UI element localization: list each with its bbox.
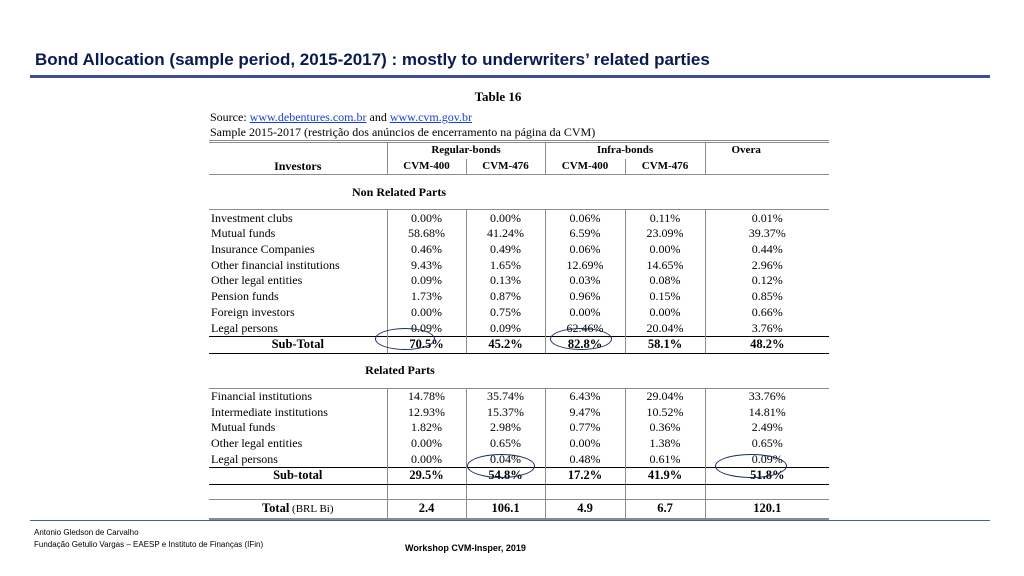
value-cell: 58.1% [625,336,705,353]
value-cell: 0.00% [545,305,625,321]
value-cell: 39.37% [705,226,829,242]
value-cell: 0.09% [387,320,466,336]
table-row-label: Intermediate institutions [211,404,328,419]
subtotal-row-label: Sub-Total [209,336,387,353]
footer-institution: Fundação Getulio Vargas – EAESP e Instituto de Finanças (IFin) [34,540,264,549]
value-cell: 0.12% [705,273,829,289]
table-row [209,436,829,452]
value-cell: 82.8% [545,336,625,353]
footer-rule [30,520,990,521]
table-row-label: Investment clubs [211,210,293,225]
value-cell: 41.24% [466,226,545,242]
value-cell: 0.48% [545,451,625,467]
table-row-label: Legal persons [211,320,278,335]
blank-cell [387,484,466,499]
investors-header: Investors [274,159,322,174]
table-row [209,289,829,305]
source-prefix: Source: [210,110,250,124]
value-cell: 6.7 [625,499,705,519]
sub-header-cell: CVM-476 [466,159,545,175]
table-row [209,257,829,273]
value-cell: 2.96% [705,257,829,273]
value-cell: 0.09% [705,451,829,467]
value-cell: 0.66% [705,305,829,321]
blank-cell [625,484,705,499]
value-cell: 9.43% [387,257,466,273]
value-cell: 9.47% [545,404,625,420]
sub-header-cell [705,159,829,175]
table-row-label: Mutual funds [211,420,276,435]
table-row-label: Mutual funds [211,226,276,241]
blank-cell [209,484,387,499]
blank-header-cell [209,142,387,159]
table-row [209,242,829,258]
value-cell: 0.11% [625,210,705,226]
table-row [209,305,829,321]
value-cell: 0.00% [387,451,466,467]
value-cell: 15.37% [466,404,545,420]
footer-event: Workshop CVM-Insper, 2019 [405,543,526,553]
table-row [209,226,829,242]
table-row [209,388,829,404]
value-cell: 1.38% [625,436,705,452]
value-cell: 14.81% [705,404,829,420]
value-cell: 1.65% [466,257,545,273]
table-row-label: Legal persons [211,451,278,466]
sub-header-cell: CVM-476 [625,159,705,175]
value-cell: 6.59% [545,226,625,242]
value-cell: 0.85% [705,289,829,305]
value-cell: 0.15% [625,289,705,305]
table-caption: Table 16 [474,89,522,104]
value-cell: 0.00% [387,436,466,452]
blank-row [209,484,829,499]
value-cell: 4.9 [545,499,625,519]
value-cell: 0.96% [545,289,625,305]
sample-line: Sample 2015-2017 (restrição dos anúncios de encerramento na página da CVM) [210,125,596,139]
table-row-label: Foreign investors [211,304,295,319]
debentures-link[interactable]: www.debentures.com.br [249,110,367,124]
value-cell: 0.65% [705,436,829,452]
value-cell: 0.77% [545,420,625,436]
value-cell: 10.52% [625,404,705,420]
value-cell: 0.49% [466,242,545,258]
value-cell: 35.74% [466,388,545,404]
value-cell: 29.5% [387,468,466,485]
section-row-related [209,353,829,388]
value-cell: 70.5% [387,336,466,353]
table-row [209,404,829,420]
value-cell: 0.87% [466,289,545,305]
value-cell: 0.00% [387,210,466,226]
group-header-infra: Infra-bonds [545,142,705,159]
value-cell: 29.04% [625,388,705,404]
value-cell: 0.00% [625,305,705,321]
value-cell: 0.46% [387,242,466,258]
value-cell: 0.00% [387,305,466,321]
value-cell: 0.00% [625,242,705,258]
group-header-overall: Overa [705,142,829,159]
value-cell: 0.06% [545,242,625,258]
subtotal-row [209,468,829,485]
value-cell: 17.2% [545,468,625,485]
value-cell: 0.00% [466,210,545,226]
sub-header-cell: CVM-400 [387,159,466,175]
table-row [209,273,829,289]
table-row-label: Other legal entities [211,435,303,450]
blank-cell [545,484,625,499]
table-row-label: Financial institutions [211,388,312,403]
value-cell: 0.08% [625,273,705,289]
sub-header-cell: CVM-400 [545,159,625,175]
value-cell: 2.49% [705,420,829,436]
subtotal-row-label: Sub-total [209,468,387,485]
value-cell: 48.2% [705,336,829,353]
table-row-label: Other financial institutions [211,257,340,272]
value-cell: 0.44% [705,242,829,258]
subtotal-row [209,336,829,353]
value-cell: 54.8% [466,468,545,485]
value-cell: 12.69% [545,257,625,273]
value-cell: 12.93% [387,404,466,420]
source-and: and [366,110,390,124]
table-row-label: Other legal entities [211,273,303,288]
value-cell: 45.2% [466,336,545,353]
value-cell: 2.98% [466,420,545,436]
total-row-label [209,499,387,519]
value-cell: 51.8% [705,468,829,485]
table-viewport [209,107,786,516]
table-row-label: Pension funds [211,289,279,304]
value-cell: 2.4 [387,499,466,519]
total-label-text: Total [261,500,290,515]
table-row [209,320,829,336]
blank-cell [705,484,829,499]
value-cell: 20.04% [625,320,705,336]
value-cell: 23.09% [625,226,705,242]
section-label: Non Related Parts [209,175,829,210]
value-cell: 0.00% [545,436,625,452]
footer-author: Antonio Gledson de Carvalho [34,528,139,537]
group-header-regular: Regular-bonds [387,142,545,159]
value-cell: 14.65% [625,257,705,273]
section-label: Related Parts [209,353,829,388]
table-row-label: Insurance Companies [211,242,315,257]
value-cell: 58.68% [387,226,466,242]
value-cell: 41.9% [625,468,705,485]
value-cell: 0.03% [545,273,625,289]
total-row [209,499,829,519]
total-unit: (BRL Bi) [289,502,334,515]
source-line [210,110,472,125]
table-row [209,420,829,436]
value-cell: 0.65% [466,436,545,452]
value-cell: 106.1 [466,499,545,519]
value-cell: 120.1 [705,499,829,519]
value-cell: 0.09% [387,273,466,289]
blank-cell [466,484,545,499]
value-cell: 0.13% [466,273,545,289]
value-cell: 0.04% [466,451,545,467]
value-cell: 0.01% [705,210,829,226]
group-header-row [209,142,829,159]
value-cell: 33.76% [705,388,829,404]
value-cell: 0.61% [625,451,705,467]
value-cell: 1.82% [387,420,466,436]
value-cell: 0.06% [545,210,625,226]
value-cell: 6.43% [545,388,625,404]
sub-header-row [209,159,829,175]
value-cell: 14.78% [387,388,466,404]
value-cell: 1.73% [387,289,466,305]
value-cell: 0.75% [466,305,545,321]
slide-title: Bond Allocation (sample period, 2015-2017) : mostly to underwriters’ related parties [35,50,710,69]
table-row [209,451,829,467]
value-cell: 62.46% [545,320,625,336]
cvm-link[interactable]: www.cvm.gov.br [389,110,472,124]
value-cell: 0.09% [466,320,545,336]
section-row-non-related [209,175,829,210]
value-cell: 3.76% [705,320,829,336]
value-cell: 0.36% [625,420,705,436]
table-row [209,210,829,226]
allocation-table [209,140,829,520]
title-rule [30,75,990,78]
